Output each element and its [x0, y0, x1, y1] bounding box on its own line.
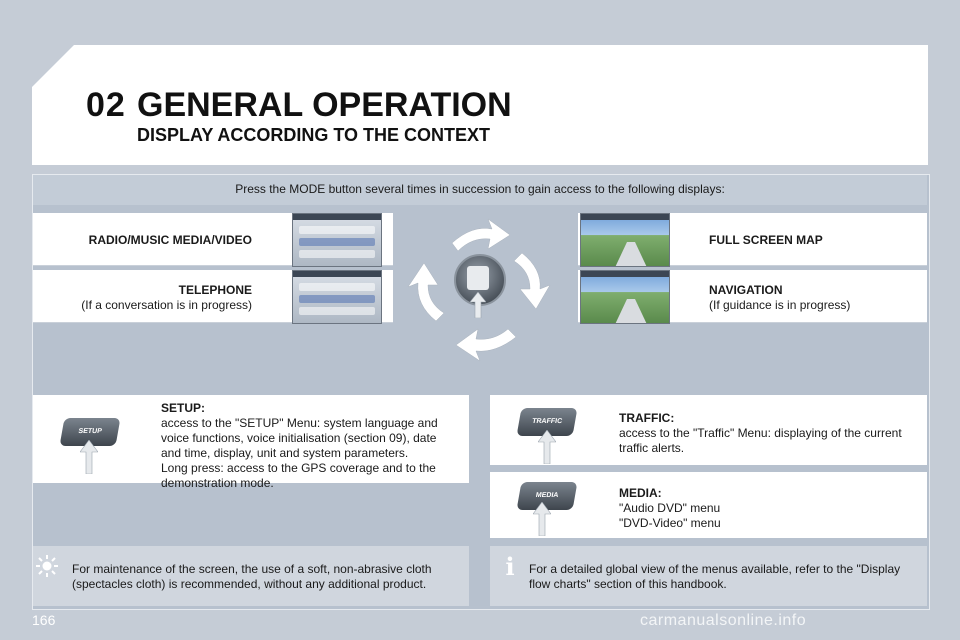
chapter-title: GENERAL OPERATION: [137, 86, 512, 124]
navigation-label: [709, 283, 919, 313]
full-map-label: FULL SCREEN MAP: [709, 233, 823, 247]
arrow-right-icon: [514, 253, 550, 309]
arrow-top-icon: [452, 219, 510, 251]
full-map-screen-thumbnail: [580, 213, 670, 267]
telephone-title: TELEPHONE: [178, 283, 252, 297]
media-press-arrow-icon: [533, 502, 551, 536]
telephone-note: (If a conversation is in progress): [81, 298, 252, 312]
media-button-icon: MEDIA: [517, 482, 578, 510]
setup-title: SETUP:: [161, 401, 206, 415]
traffic-title: TRAFFIC:: [619, 411, 675, 425]
sun-icon: [36, 555, 58, 577]
page-number: 166: [32, 612, 56, 628]
traffic-button-icon: TRAFFIC: [517, 408, 578, 436]
info-note: For a detailed global view of the menus available, refer to the "Display flow charts" section of this handbook.: [529, 562, 901, 591]
maintenance-note: For maintenance of the screen, the use of a soft, non-abrasive cloth (spectacles cloth) is recommended, without any additional product.: [72, 562, 432, 591]
chapter-number: 02: [86, 86, 126, 124]
setup-button-icon: SETUP: [60, 418, 121, 446]
traffic-press-arrow-icon: [538, 430, 556, 464]
telephone-screen-thumbnail: [292, 270, 382, 324]
navigation-screen-thumbnail: [580, 270, 670, 324]
navigation-title: NAVIGATION: [709, 283, 783, 297]
arrow-bottom-icon: [456, 329, 516, 361]
mode-screen-icon: [467, 266, 489, 290]
arrow-left-icon: [408, 263, 444, 321]
setup-description: SETUP: access to the "SETUP" Menu: system language and voice functions, voice initialisation (section 09), date and time, display, unit and system parameters. Long press: access to the GPS coverage and to the demonstration mode.: [161, 401, 438, 490]
watermark: carmanualsonline.info: [640, 612, 807, 629]
radio-screen-thumbnail: [292, 213, 382, 267]
media-description: MEDIA: "Audio DVD" menu "DVD-Video" menu: [619, 486, 721, 530]
media-title: MEDIA:: [619, 486, 662, 500]
intro-text: Press the MODE button several times in succession to gain access to the following displays:: [33, 175, 927, 205]
page-subtitle: DISPLAY ACCORDING TO THE CONTEXT: [137, 125, 491, 145]
navigation-note: (If guidance is in progress): [709, 298, 851, 312]
press-arrow-icon: [470, 292, 486, 318]
setup-press-arrow-icon: [80, 440, 98, 474]
info-icon: i: [505, 552, 515, 581]
telephone-label: [40, 283, 252, 313]
traffic-description: TRAFFIC: access to the "Traffic" Menu: displaying of the current traffic alerts.: [619, 411, 902, 455]
radio-label: RADIO/MUSIC MEDIA/VIDEO: [88, 233, 252, 247]
